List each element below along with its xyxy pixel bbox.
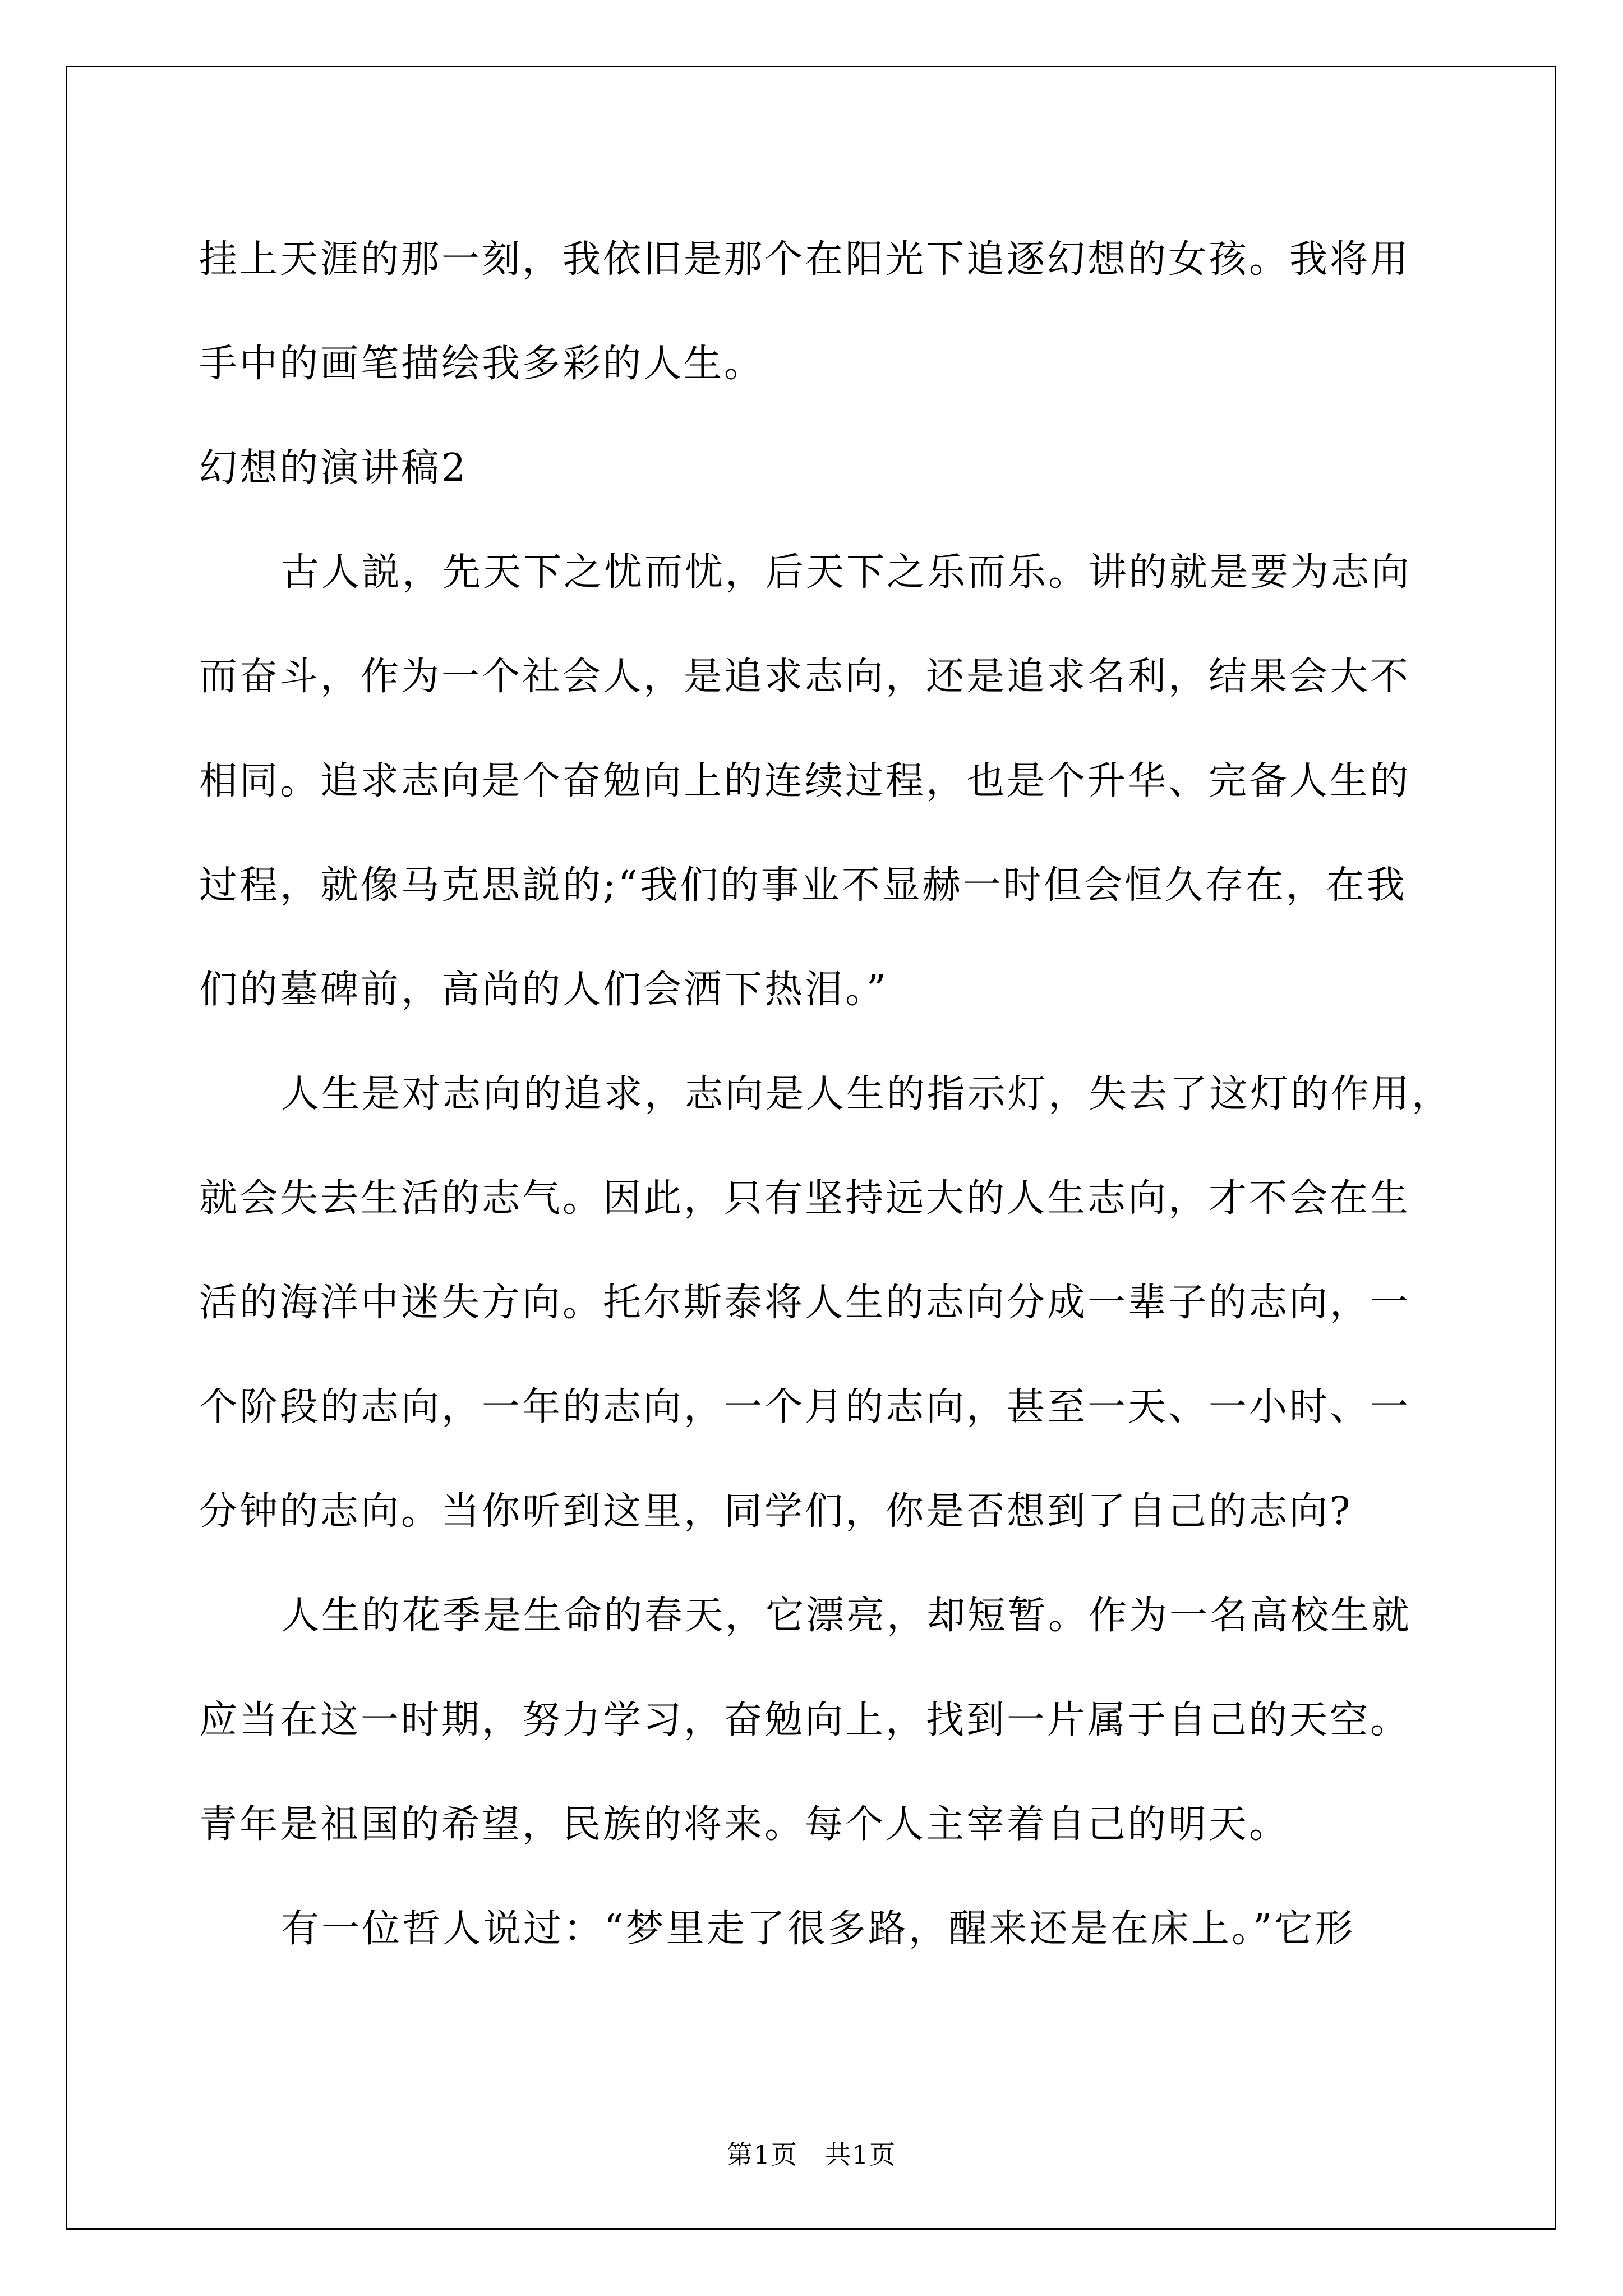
text-line: 有一位哲人说过：“梦里走了很多路，醒来还是在床上。”它形: [281, 1907, 1355, 1951]
text-line: 人生的花季是生命的春天，它漂亮，却短暂。作为一名高校生就: [281, 1594, 1412, 1638]
text-line: 相同。追求志向是个奋勉向上的连续过程，也是个升华、完备人生的: [199, 759, 1411, 803]
text-line: 分钟的志向。当你听到这里，同学们，你是否想到了自己的志向?: [199, 1489, 1353, 1534]
text-line: 个阶段的志向，一年的志向，一个月的志向，甚至一天、一小时、一: [199, 1385, 1411, 1429]
text-line: 们的墓碑前，高尚的人们会洒下热泪。”: [199, 968, 888, 1012]
text-line: 应当在这一时期，努力学习，奋勉向上，找到一片属于自己的天空。: [199, 1698, 1411, 1742]
text-line: 就会失去生活的志气。因此，只有坚持远大的人生志向，才不会在生: [199, 1176, 1411, 1221]
text-line: 挂上天涯的那一刻，我依旧是那个在阳光下追逐幻想的女孩。我将用: [199, 237, 1411, 282]
text-line: 手中的画笔描绘我多彩的人生。: [199, 342, 765, 386]
text-line: 人生是对志向的追求，志向是人生的指示灯，失去了这灯的作用，: [281, 1072, 1453, 1116]
text-line: 青年是祖国的希望，民族的将来。每个人主宰着自己的明天。: [199, 1802, 1290, 1847]
text-line: 古人説，先天下之忧而忧，后天下之乐而乐。讲的就是要为志向: [281, 550, 1412, 595]
text-line: 过程，就像马克思説的;“我们的事业不显赫一时但会恒久存在，在我: [199, 863, 1407, 908]
section-heading: 幻想的演讲稿2: [199, 446, 468, 490]
text-line: 活的海洋中迷失方向。托尔斯泰将人生的志向分成一辈子的志向，一: [199, 1281, 1411, 1325]
text-line: 而奋斗，作为一个社会人，是追求志向，还是追求名利，结果会大不: [199, 655, 1411, 699]
page-footer: 第1页 共1页: [726, 2139, 897, 2170]
document-body: [199, 208, 1453, 1981]
